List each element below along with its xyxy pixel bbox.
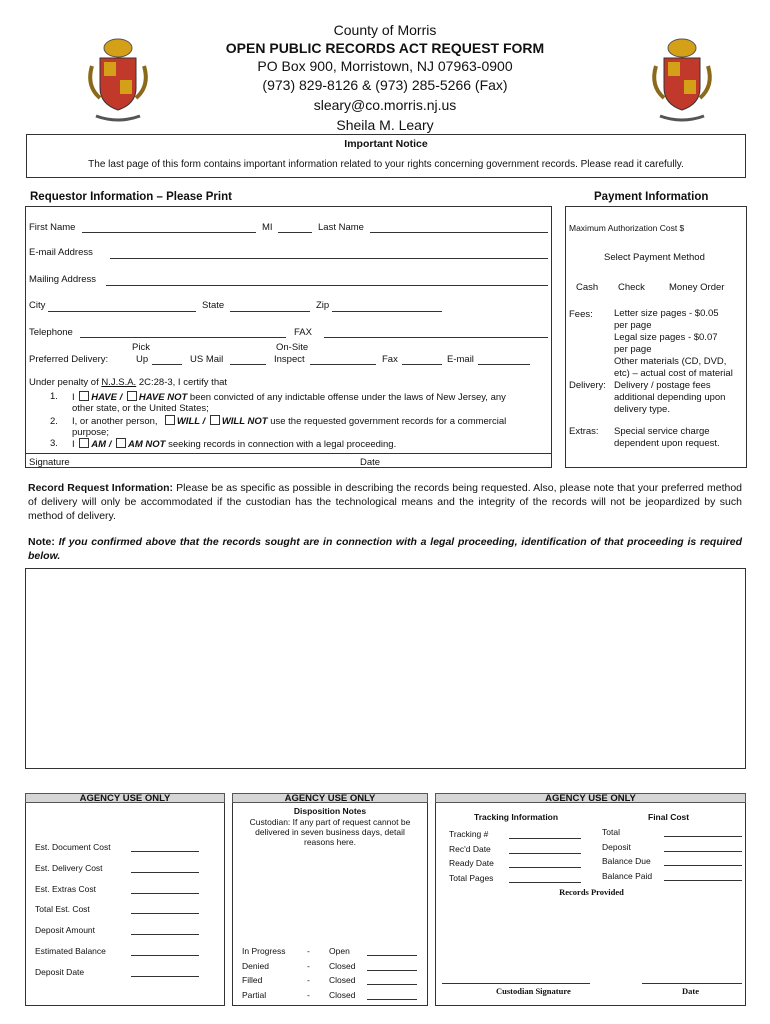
preferred-delivery-label: Preferred Delivery:: [29, 354, 109, 365]
status-label: Filled: [242, 975, 263, 985]
cost-field[interactable]: [131, 872, 199, 873]
final-cost-field[interactable]: [664, 880, 742, 881]
final-cost-label: Total: [602, 827, 620, 837]
state-field[interactable]: [230, 311, 310, 312]
status-field[interactable]: [367, 955, 417, 956]
agency-disposition-section: [232, 793, 428, 1006]
record-request-note: Note: If you confirmed above that the records sought are in connection with a legal proceeding, identification of that proceeding is required below.: [28, 536, 742, 562]
tracking-label: Rec'd Date: [449, 843, 491, 854]
status-dash: -: [307, 960, 310, 971]
certification-2-cont: purpose;: [72, 427, 109, 438]
cash-option[interactable]: Cash: [576, 282, 599, 293]
fax-option-field[interactable]: [402, 364, 442, 365]
cost-field[interactable]: [131, 955, 199, 956]
requestor-section: [25, 206, 552, 468]
agency-cost-section: [25, 793, 225, 1006]
cost-label: Deposit Amount: [35, 925, 96, 936]
agency-date-label: Date: [682, 986, 699, 996]
penalty-statement: Under penalty of N.J.S.A. 2C:28-3, I certify that: [29, 377, 228, 388]
inspect-field[interactable]: [310, 364, 376, 365]
county-name: County of Morris: [333, 22, 437, 38]
cost-label: Est. Document Cost: [35, 842, 111, 852]
cost-label: Total Est. Cost: [35, 904, 90, 915]
city-label: City: [29, 300, 46, 311]
agency-title-left: AGENCY USE ONLY: [25, 793, 225, 803]
status-label: Denied: [242, 960, 269, 971]
tracking-label: Tracking #: [449, 829, 489, 839]
tracking-field[interactable]: [509, 882, 581, 883]
certification-3: I AM / AM NOT seeking records in connection with a legal proceeding.: [72, 439, 397, 450]
last-name-field[interactable]: [370, 232, 548, 233]
notice-text: The last page of this form contains important information related to your rights concerning government records. Please read it carefully.: [88, 159, 684, 170]
email: sleary@co.morris.nj.us: [313, 97, 457, 113]
status-state: Closed: [329, 975, 356, 985]
agency-date-line[interactable]: [642, 983, 742, 984]
tracking-title: Tracking Information: [474, 812, 559, 822]
extras-label: Extras:: [569, 426, 599, 437]
cost-field[interactable]: [131, 851, 199, 852]
date-label: Date: [360, 457, 381, 468]
email-field[interactable]: [110, 258, 548, 259]
status-state: Closed: [329, 989, 356, 1000]
check-option[interactable]: Check: [618, 282, 645, 293]
records-provided-label: Records Provided: [559, 887, 624, 897]
status-label: In Progress: [242, 946, 286, 956]
telephone-field[interactable]: [80, 337, 286, 338]
final-cost-title: Final Cost: [648, 812, 690, 822]
money-order-option[interactable]: Money Order: [669, 282, 725, 293]
us-mail-option: US Mail: [190, 354, 224, 365]
agency-title-mid: AGENCY USE ONLY: [232, 793, 428, 803]
have-not-checkbox[interactable]: [127, 391, 137, 401]
pickup-option: Up: [136, 354, 149, 365]
certification-1-cont: other state, or the United States;: [72, 403, 209, 414]
will-checkbox[interactable]: [165, 415, 175, 425]
item-2-number: 2.: [50, 416, 58, 427]
extras-details: Special service charge dependent upon request.: [614, 426, 720, 449]
am-checkbox[interactable]: [79, 438, 89, 448]
status-state: Open: [329, 946, 350, 956]
fees-label: Fees:: [569, 309, 593, 320]
agency-title-right: AGENCY USE ONLY: [435, 793, 746, 803]
status-label: Partial: [242, 989, 267, 1000]
tracking-field[interactable]: [509, 838, 581, 839]
zip-field[interactable]: [332, 311, 442, 312]
last-name-label: Last Name: [318, 222, 364, 233]
am-not-checkbox[interactable]: [116, 438, 126, 448]
final-cost-field[interactable]: [664, 851, 742, 852]
cost-field[interactable]: [131, 976, 199, 977]
cost-label: Est. Delivery Cost: [35, 862, 103, 873]
state-label: State: [202, 300, 225, 311]
fax-label: FAX: [294, 327, 312, 338]
custodian-signature-line[interactable]: [442, 983, 590, 984]
tracking-field[interactable]: [509, 867, 581, 868]
cost-label: Estimated Balance: [35, 946, 106, 956]
disposition-title: Disposition Notes: [293, 806, 367, 816]
final-cost-field[interactable]: [664, 865, 742, 866]
status-field[interactable]: [367, 970, 417, 971]
cost-field[interactable]: [131, 893, 199, 894]
first-name-label: First Name: [29, 222, 76, 233]
tracking-label: Total Pages: [449, 872, 494, 883]
status-state: Closed: [329, 960, 356, 971]
records-request-textarea[interactable]: [25, 568, 746, 769]
custodian-signature-label: Custodian Signature: [496, 986, 571, 996]
delivery-label: Delivery:: [569, 380, 606, 391]
email-label: E-mail Address: [29, 247, 93, 258]
cost-label: Deposit Date: [35, 966, 85, 977]
final-cost-label: Balance Paid: [602, 870, 653, 881]
payment-section: [565, 206, 747, 468]
mi-label: MI: [262, 222, 273, 233]
pick-label: Pick: [132, 342, 150, 353]
have-checkbox[interactable]: [79, 391, 89, 401]
payment-title: Payment Information: [594, 191, 709, 203]
signature-label: Signature: [29, 457, 70, 468]
status-dash: -: [307, 946, 310, 956]
zip-label: Zip: [316, 300, 330, 311]
fax-option: Fax: [382, 354, 398, 365]
item-3-number: 3.: [50, 438, 58, 449]
final-cost-label: Balance Due: [602, 856, 651, 866]
notice-title: Important Notice: [344, 138, 428, 150]
final-cost-field[interactable]: [664, 836, 742, 837]
pickup-field[interactable]: [152, 364, 182, 365]
status-field[interactable]: [367, 984, 417, 985]
cost-field[interactable]: [131, 913, 199, 914]
telephone-label: Telephone: [29, 327, 73, 338]
city-field[interactable]: [48, 311, 196, 312]
tracking-field[interactable]: [509, 853, 581, 854]
max-cost-label: Maximum Authorization Cost $: [569, 223, 685, 233]
item-1-number: 1.: [50, 391, 58, 402]
certification-2: I, or another person, WILL / WILL NOT use the requested government records for a commercial: [72, 416, 507, 427]
onsite-label: On-Site: [276, 342, 309, 353]
first-name-field[interactable]: [82, 232, 256, 233]
record-request-info: Record Request Information: Please be as specific as possible in describing the records being requested. Also, please note that your preferred method of delivery will only be accommodated if the custodian has the technological means and the integrity of the records will not be jeopardized by such method of delivery.: [28, 482, 743, 522]
signature-line[interactable]: [26, 453, 551, 454]
requestor-title: Requestor Information – Please Print: [30, 191, 232, 203]
contact-name: Sheila M. Leary: [336, 117, 434, 133]
status-dash: -: [307, 975, 310, 985]
status-dash: -: [307, 989, 310, 1000]
cost-field[interactable]: [131, 934, 199, 935]
fees-details: Letter size pages - $0.05 per page Legal size pages - $0.07 per page Other materials (CD, DVD, etc) – actual cost of material: [614, 308, 733, 379]
agency-tracking-section: [435, 793, 746, 1006]
mi-field[interactable]: [278, 232, 312, 233]
email-option-field[interactable]: [478, 364, 530, 365]
disposition-text: Custodian: If any part of request cannot be delivered in seven business days, detail reasons here.: [249, 817, 411, 847]
mailing-label: Mailing Address: [29, 274, 97, 285]
final-cost-label: Deposit: [602, 841, 631, 852]
status-field[interactable]: [367, 999, 417, 1000]
email-option: E-mail: [447, 354, 474, 365]
certification-1: I HAVE / HAVE NOT been convicted of any indictable offense under the laws of New Jersey, any: [72, 392, 506, 403]
phone: (973) 829-8126 & (973) 285-5266 (Fax): [262, 77, 508, 93]
important-notice: [26, 134, 746, 178]
select-method-label: Select Payment Method: [604, 252, 705, 263]
mailing-field[interactable]: [106, 285, 548, 286]
delivery-details: Delivery / postage fees additional depending upon delivery type.: [614, 380, 726, 415]
form-title: OPEN PUBLIC RECORDS ACT REQUEST FORM: [225, 40, 545, 56]
inspect-option: Inspect: [274, 354, 305, 365]
tracking-label: Ready Date: [449, 858, 494, 868]
fax-field[interactable]: [324, 337, 548, 338]
us-mail-field[interactable]: [230, 364, 266, 365]
will-not-checkbox[interactable]: [210, 415, 220, 425]
cost-label: Est. Extras Cost: [35, 883, 96, 894]
address: PO Box 900, Morristown, NJ 07963-0900: [257, 58, 513, 74]
